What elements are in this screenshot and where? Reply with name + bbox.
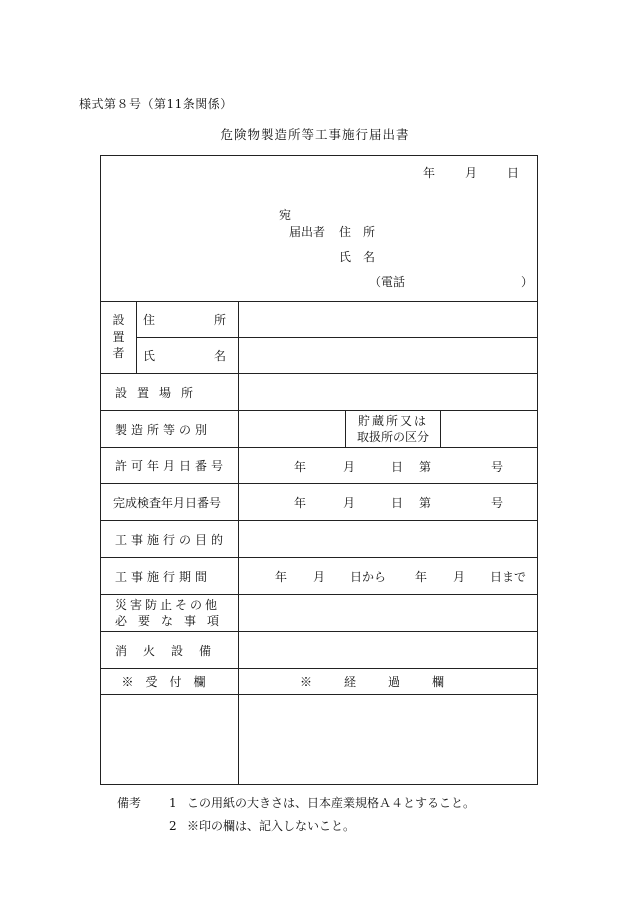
inspection-day: 日 bbox=[391, 496, 404, 510]
permit-month: 月 bbox=[343, 460, 356, 474]
applicant-address-a: 住 bbox=[339, 225, 352, 239]
period-field[interactable] bbox=[239, 558, 537, 594]
notes bbox=[117, 792, 475, 838]
installer-address-field[interactable] bbox=[239, 301, 537, 337]
inspection-row bbox=[101, 484, 537, 521]
inspection-dai: 第 bbox=[419, 496, 432, 510]
applicant-name-a: 氏 bbox=[339, 250, 352, 264]
permit-row bbox=[101, 448, 537, 484]
storage-label-2: 取扱所の区分 bbox=[356, 430, 429, 444]
progress-label: ※経過欄 bbox=[299, 675, 476, 689]
fire-row bbox=[101, 632, 537, 669]
form-table bbox=[100, 155, 538, 785]
period-label: 工事施行期間 bbox=[115, 569, 212, 584]
year-label: 年 bbox=[422, 166, 435, 180]
permit-day: 日 bbox=[391, 460, 404, 474]
site-label: 設置場所 bbox=[115, 385, 204, 400]
disaster-label-2: 必要な事項 bbox=[115, 614, 231, 628]
classification-row bbox=[101, 411, 537, 448]
disaster-row bbox=[101, 595, 537, 632]
period-month-to: 月 bbox=[453, 570, 466, 584]
installer-name-b: 名 bbox=[213, 349, 226, 363]
permit-label: 許可年月日番号 bbox=[115, 459, 228, 473]
permit-field[interactable] bbox=[239, 448, 537, 483]
period-year-from: 年 bbox=[275, 570, 288, 584]
permit-go: 号 bbox=[491, 460, 504, 474]
note-2-number: 2 bbox=[169, 819, 177, 833]
reception-field bbox=[101, 695, 239, 784]
installer-label bbox=[101, 301, 137, 374]
fire-field[interactable] bbox=[239, 632, 537, 668]
storage-type-label bbox=[345, 411, 441, 447]
inspection-field[interactable] bbox=[239, 484, 537, 520]
reception-label: ※受付欄 bbox=[121, 675, 218, 689]
inspection-month: 月 bbox=[343, 496, 356, 510]
period-month-from: 月 bbox=[313, 570, 326, 584]
period-row bbox=[101, 558, 537, 595]
disaster-field[interactable] bbox=[239, 595, 537, 631]
period-from: 日から bbox=[350, 570, 387, 584]
site-field[interactable] bbox=[239, 374, 537, 410]
site-row bbox=[101, 374, 537, 411]
purpose-row bbox=[101, 521, 537, 558]
applicant-name-b: 名 bbox=[363, 250, 376, 264]
note-1-text: この用紙の大きさは、日本産業規格Ａ４とすること。 bbox=[187, 796, 476, 810]
notes-label: 備考 bbox=[117, 796, 142, 810]
storage-type-field[interactable] bbox=[441, 411, 537, 447]
phone-open: （電話 bbox=[369, 275, 406, 289]
form-title: 危険物製造所等工事施行届出書 bbox=[220, 127, 410, 142]
note-1-number: 1 bbox=[169, 796, 177, 810]
fire-label: 消火設備 bbox=[115, 643, 228, 658]
inspection-year: 年 bbox=[294, 496, 307, 510]
header-cell bbox=[101, 156, 537, 302]
month-label: 月 bbox=[464, 166, 477, 180]
installer-address-b: 所 bbox=[213, 312, 226, 327]
installer-label-2: 置 bbox=[112, 329, 125, 344]
header-date bbox=[423, 164, 519, 181]
installer-name-a: 氏 bbox=[143, 349, 156, 363]
installer-name-row bbox=[137, 338, 537, 374]
day-label: 日 bbox=[506, 166, 519, 180]
purpose-label: 工事施行の目的 bbox=[115, 532, 228, 547]
period-year-to: 年 bbox=[415, 570, 428, 584]
installer-label-3: 者 bbox=[112, 346, 125, 361]
note-2-text: ※印の欄は、記入しないこと。 bbox=[187, 819, 356, 833]
progress-field bbox=[239, 695, 537, 784]
installer-name-field[interactable] bbox=[239, 338, 537, 373]
inspection-go: 号 bbox=[491, 496, 504, 510]
installer-address-a: 住 bbox=[143, 312, 156, 327]
storage-label-1: 貯蔵所又は bbox=[357, 414, 428, 428]
installer-label-1: 設 bbox=[112, 313, 125, 328]
applicant-address-b: 所 bbox=[363, 225, 376, 239]
permit-dai: 第 bbox=[419, 460, 432, 474]
disaster-label-1: 災害防止その他 bbox=[115, 598, 221, 612]
classification-label: 製造所等の別 bbox=[115, 422, 212, 437]
applicant-label: 届出者 bbox=[289, 225, 326, 239]
classification-field[interactable] bbox=[239, 411, 345, 447]
form-number: 様式第８号（第11条関係） bbox=[79, 97, 233, 111]
period-until: 日まで bbox=[490, 570, 527, 584]
addressee-label: 宛 bbox=[279, 208, 292, 222]
installer-address-row bbox=[137, 301, 537, 338]
permit-year: 年 bbox=[294, 460, 307, 474]
office-header-row bbox=[101, 669, 537, 695]
purpose-field[interactable] bbox=[239, 521, 537, 557]
phone-close: ） bbox=[521, 275, 534, 289]
inspection-label: 完成検査年月日番号 bbox=[113, 495, 222, 510]
